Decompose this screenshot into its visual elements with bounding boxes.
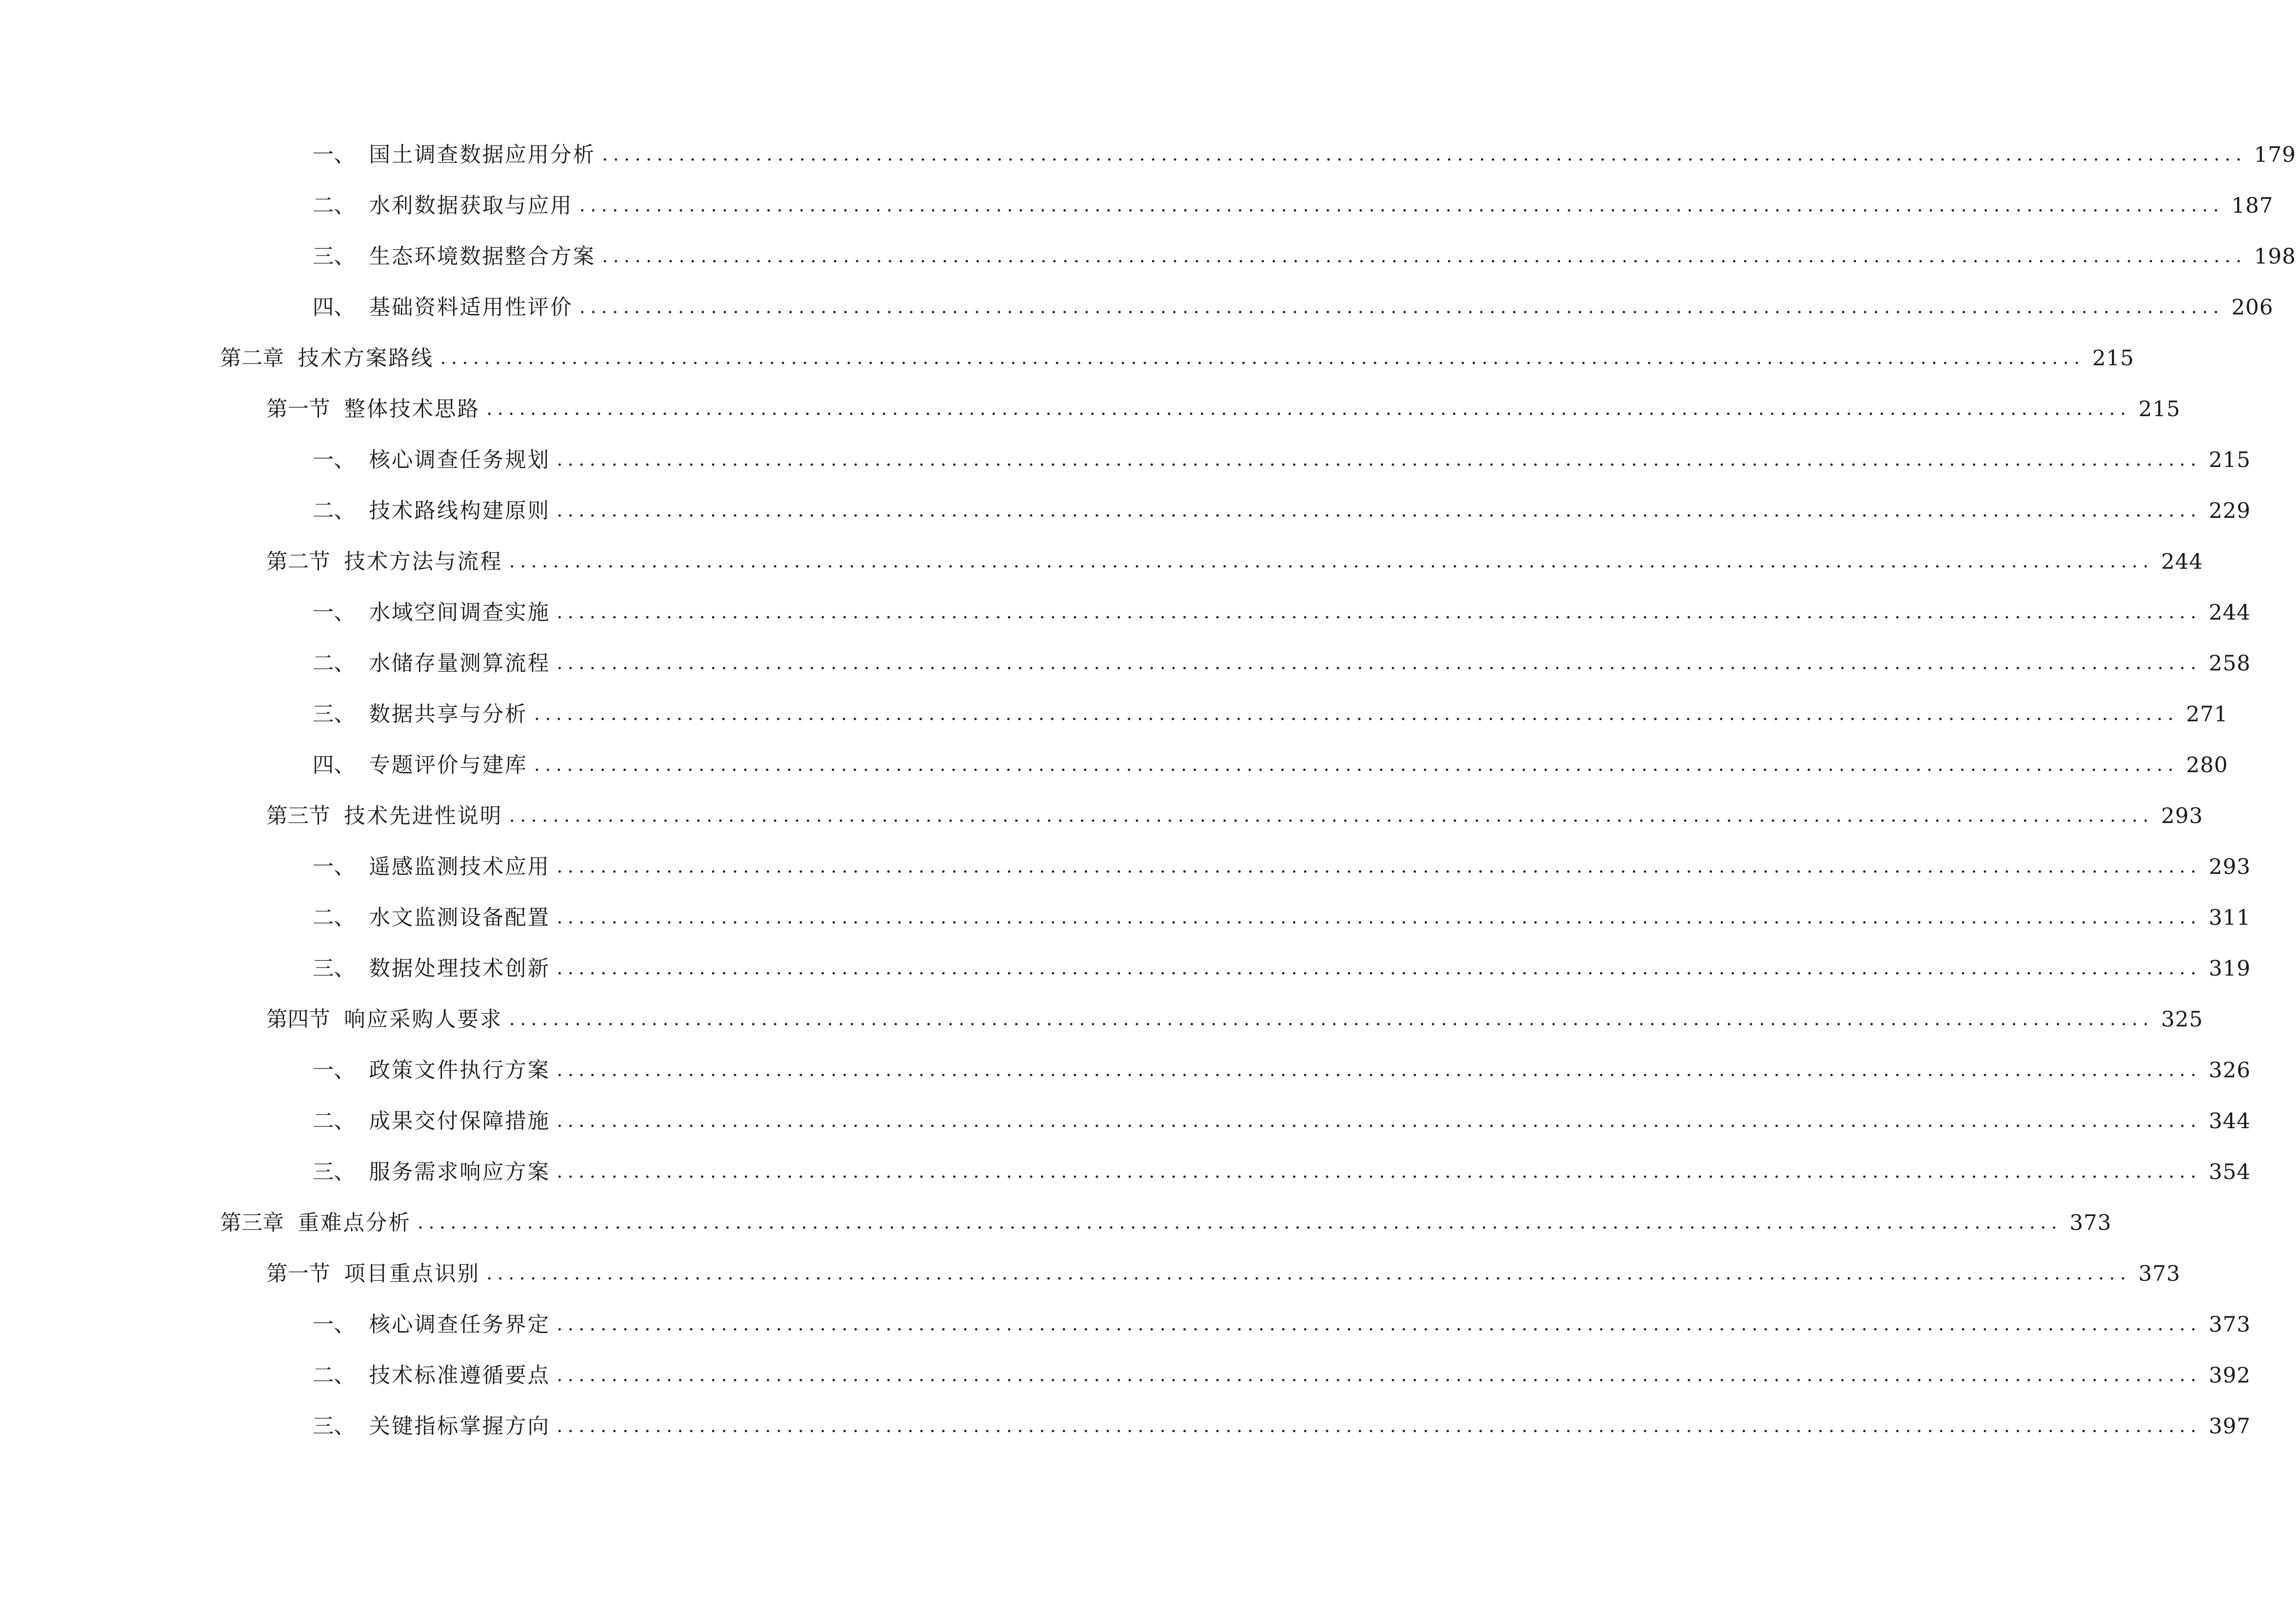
toc-entry-number: 一、 xyxy=(313,1057,355,1082)
toc-entry-number: 二、 xyxy=(313,1108,355,1133)
toc-entry[interactable] xyxy=(313,238,2296,275)
toc-page-number: 215 xyxy=(2209,447,2251,472)
toc-dot-leader: ...................................................................................................................................................... xyxy=(579,195,2224,216)
toc-entry[interactable] xyxy=(313,1306,2251,1343)
toc-page-number: 229 xyxy=(2209,498,2251,523)
toc-entry[interactable] xyxy=(313,645,2251,682)
toc-entry-title: 国土调查数据应用分析 xyxy=(369,142,595,167)
toc-dot-leader: ...................................................................................................................................................... xyxy=(534,754,2179,775)
toc-entry-number: 四、 xyxy=(313,295,355,319)
toc-entry-title: 技术方法与流程 xyxy=(344,549,503,574)
toc-entry-title: 水储存量测算流程 xyxy=(369,651,550,676)
toc-entry-title: 重难点分析 xyxy=(298,1210,411,1235)
toc-page-number: 325 xyxy=(2161,1007,2204,1032)
toc-dot-leader: ...................................................................................................................................................... xyxy=(509,1008,2154,1030)
toc-entry-title: 生态环境数据整合方案 xyxy=(369,244,595,269)
toc-dot-leader: ...................................................................................................................................................... xyxy=(557,958,2202,979)
toc-entry-title: 技术先进性说明 xyxy=(344,803,503,828)
toc-entry[interactable] xyxy=(313,1153,2251,1190)
toc-entry-title: 水利数据获取与应用 xyxy=(369,193,573,218)
toc-dot-leader: ...................................................................................................................................................... xyxy=(579,296,2224,318)
toc-section-entry[interactable] xyxy=(266,1255,2181,1292)
toc-entry[interactable] xyxy=(313,1357,2251,1394)
toc-entry-title: 整体技术思路 xyxy=(344,396,480,421)
toc-page-number: 293 xyxy=(2161,803,2204,828)
toc-entry-title: 水文监测设备配置 xyxy=(369,905,550,930)
toc-entry-number: 三、 xyxy=(313,956,355,981)
toc-entry-title: 项目重点识别 xyxy=(344,1261,480,1286)
toc-page-number: 187 xyxy=(2231,193,2274,218)
toc-dot-leader: ...................................................................................................................................................... xyxy=(440,347,2085,369)
toc-entry-number: 第二章 xyxy=(220,345,284,370)
toc-page-number: 373 xyxy=(2138,1261,2181,1286)
toc-entry[interactable] xyxy=(313,594,2251,631)
toc-chapter-entry[interactable] xyxy=(220,339,2135,376)
toc-page-number: 198 xyxy=(2254,244,2296,269)
toc-page-number: 179 xyxy=(2254,142,2296,167)
toc-dot-leader: ...................................................................................................................................................... xyxy=(486,1263,2131,1284)
toc-chapter-entry[interactable] xyxy=(220,1204,2112,1241)
toc-entry[interactable] xyxy=(313,695,2228,732)
toc-entry-title: 政策文件执行方案 xyxy=(369,1057,550,1082)
toc-page-number: 392 xyxy=(2209,1363,2251,1388)
toc-page-number: 311 xyxy=(2209,905,2251,930)
toc-entry[interactable] xyxy=(313,1102,2251,1139)
toc-entry-title: 遥感监测技术应用 xyxy=(369,854,550,879)
toc-dot-leader: ...................................................................................................................................................... xyxy=(602,144,2247,165)
toc-dot-leader: ...................................................................................................................................................... xyxy=(557,1161,2202,1182)
toc-dot-leader: ...................................................................................................................................................... xyxy=(557,856,2202,877)
toc-entry[interactable] xyxy=(313,1407,2251,1444)
toc-entry-number: 第三章 xyxy=(220,1210,284,1235)
toc-entry-number: 第二节 xyxy=(266,549,330,574)
toc-entry-number: 三、 xyxy=(313,1413,355,1438)
toc-page-number: 206 xyxy=(2231,295,2274,319)
toc-entry-title: 关键指标掌握方向 xyxy=(369,1413,550,1438)
toc-entry-number: 第四节 xyxy=(266,1007,330,1032)
toc-dot-leader: ...................................................................................................................................................... xyxy=(602,246,2247,267)
toc-entry-title: 技术方案路线 xyxy=(298,345,434,370)
toc-entry-title: 专题评价与建库 xyxy=(369,752,528,777)
toc-entry-title: 响应采购人要求 xyxy=(344,1007,503,1032)
toc-entry-number: 一、 xyxy=(313,854,355,879)
toc-page-number: 271 xyxy=(2186,701,2228,726)
toc-entry[interactable] xyxy=(313,136,2296,173)
toc-page-number: 319 xyxy=(2209,956,2251,981)
toc-page-number: 344 xyxy=(2209,1108,2251,1133)
toc-entry-title: 技术标准遵循要点 xyxy=(369,1363,550,1388)
toc-entry-number: 四、 xyxy=(313,752,355,777)
toc-dot-leader: ...................................................................................................................................................... xyxy=(557,1364,2202,1386)
toc-dot-leader: ...................................................................................................................................................... xyxy=(557,1059,2202,1081)
toc-section-entry[interactable] xyxy=(266,1001,2204,1038)
toc-entry-number: 二、 xyxy=(313,193,355,218)
toc-entry-title: 技术路线构建原则 xyxy=(369,498,550,523)
toc-entry-title: 数据处理技术创新 xyxy=(369,956,550,981)
toc-entry-number: 二、 xyxy=(313,498,355,523)
toc-page-number: 354 xyxy=(2209,1159,2251,1184)
toc-entry-title: 服务需求响应方案 xyxy=(369,1159,550,1184)
toc-entry-number: 一、 xyxy=(313,600,355,625)
toc-entry-title: 水域空间调查实施 xyxy=(369,600,550,625)
toc-page-number: 215 xyxy=(2138,396,2181,421)
toc-section-entry[interactable] xyxy=(266,543,2204,580)
toc-dot-leader: ...................................................................................................................................................... xyxy=(557,1314,2202,1335)
toc-entry[interactable] xyxy=(313,848,2251,885)
toc-entry-number: 第一节 xyxy=(266,1261,330,1286)
toc-page-number: 244 xyxy=(2161,549,2204,574)
toc-entry-number: 三、 xyxy=(313,244,355,269)
toc-page-number: 215 xyxy=(2092,345,2135,370)
toc-page-number: 293 xyxy=(2209,854,2251,879)
toc-page-number: 373 xyxy=(2069,1210,2112,1235)
toc-entry[interactable] xyxy=(313,441,2251,478)
toc-entry-number: 三、 xyxy=(313,1159,355,1184)
toc-dot-leader: ...................................................................................................................................................... xyxy=(557,907,2202,928)
toc-page-number: 326 xyxy=(2209,1057,2251,1082)
toc-dot-leader: ...................................................................................................................................................... xyxy=(417,1212,2063,1233)
toc-entry-number: 二、 xyxy=(313,651,355,676)
toc-entry-title: 基础资料适用性评价 xyxy=(369,295,573,319)
toc-entry[interactable] xyxy=(313,492,2251,529)
toc-dot-leader: ...................................................................................................................................................... xyxy=(509,551,2154,572)
toc-dot-leader: ...................................................................................................................................................... xyxy=(509,805,2154,826)
toc-entry-number: 一、 xyxy=(313,142,355,167)
toc-page-number: 258 xyxy=(2209,651,2251,676)
toc-entry-title: 核心调查任务规划 xyxy=(369,447,550,472)
toc-entry[interactable] xyxy=(313,899,2251,936)
toc-section-entry[interactable] xyxy=(266,797,2204,834)
toc-dot-leader: ...................................................................................................................................................... xyxy=(557,652,2202,674)
toc-dot-leader: ...................................................................................................................................................... xyxy=(486,398,2131,419)
toc-entry-title: 核心调查任务界定 xyxy=(369,1312,550,1337)
toc-page-number: 244 xyxy=(2209,600,2251,625)
toc-dot-leader: ...................................................................................................................................................... xyxy=(557,500,2202,521)
toc-entry[interactable] xyxy=(313,950,2251,987)
toc-entry-number: 第三节 xyxy=(266,803,330,828)
toc-page-number: 373 xyxy=(2209,1312,2251,1337)
toc-dot-leader: ...................................................................................................................................................... xyxy=(557,449,2202,470)
toc-entry-title: 成果交付保障措施 xyxy=(369,1108,550,1133)
toc-entry-number: 第一节 xyxy=(266,396,330,421)
toc-page-number: 397 xyxy=(2209,1413,2251,1438)
toc-dot-leader: ...................................................................................................................................................... xyxy=(557,602,2202,623)
toc-entry-number: 三、 xyxy=(313,701,355,726)
toc-entry-number: 一、 xyxy=(313,1312,355,1337)
toc-entry-number: 一、 xyxy=(313,447,355,472)
toc-dot-leader: ...................................................................................................................................................... xyxy=(557,1110,2202,1131)
toc-entry[interactable] xyxy=(313,289,2274,326)
toc-dot-leader: ...................................................................................................................................................... xyxy=(557,1415,2202,1437)
toc-entry[interactable] xyxy=(313,746,2228,783)
toc-entry-title: 数据共享与分析 xyxy=(369,701,528,726)
toc-section-entry[interactable] xyxy=(266,390,2181,427)
toc-entry-number: 二、 xyxy=(313,1363,355,1388)
toc-entry-number: 二、 xyxy=(313,905,355,930)
toc-dot-leader: ...................................................................................................................................................... xyxy=(534,703,2179,725)
toc-entry[interactable] xyxy=(313,187,2274,224)
toc-page-number: 280 xyxy=(2186,752,2228,777)
toc-entry[interactable] xyxy=(313,1051,2251,1088)
